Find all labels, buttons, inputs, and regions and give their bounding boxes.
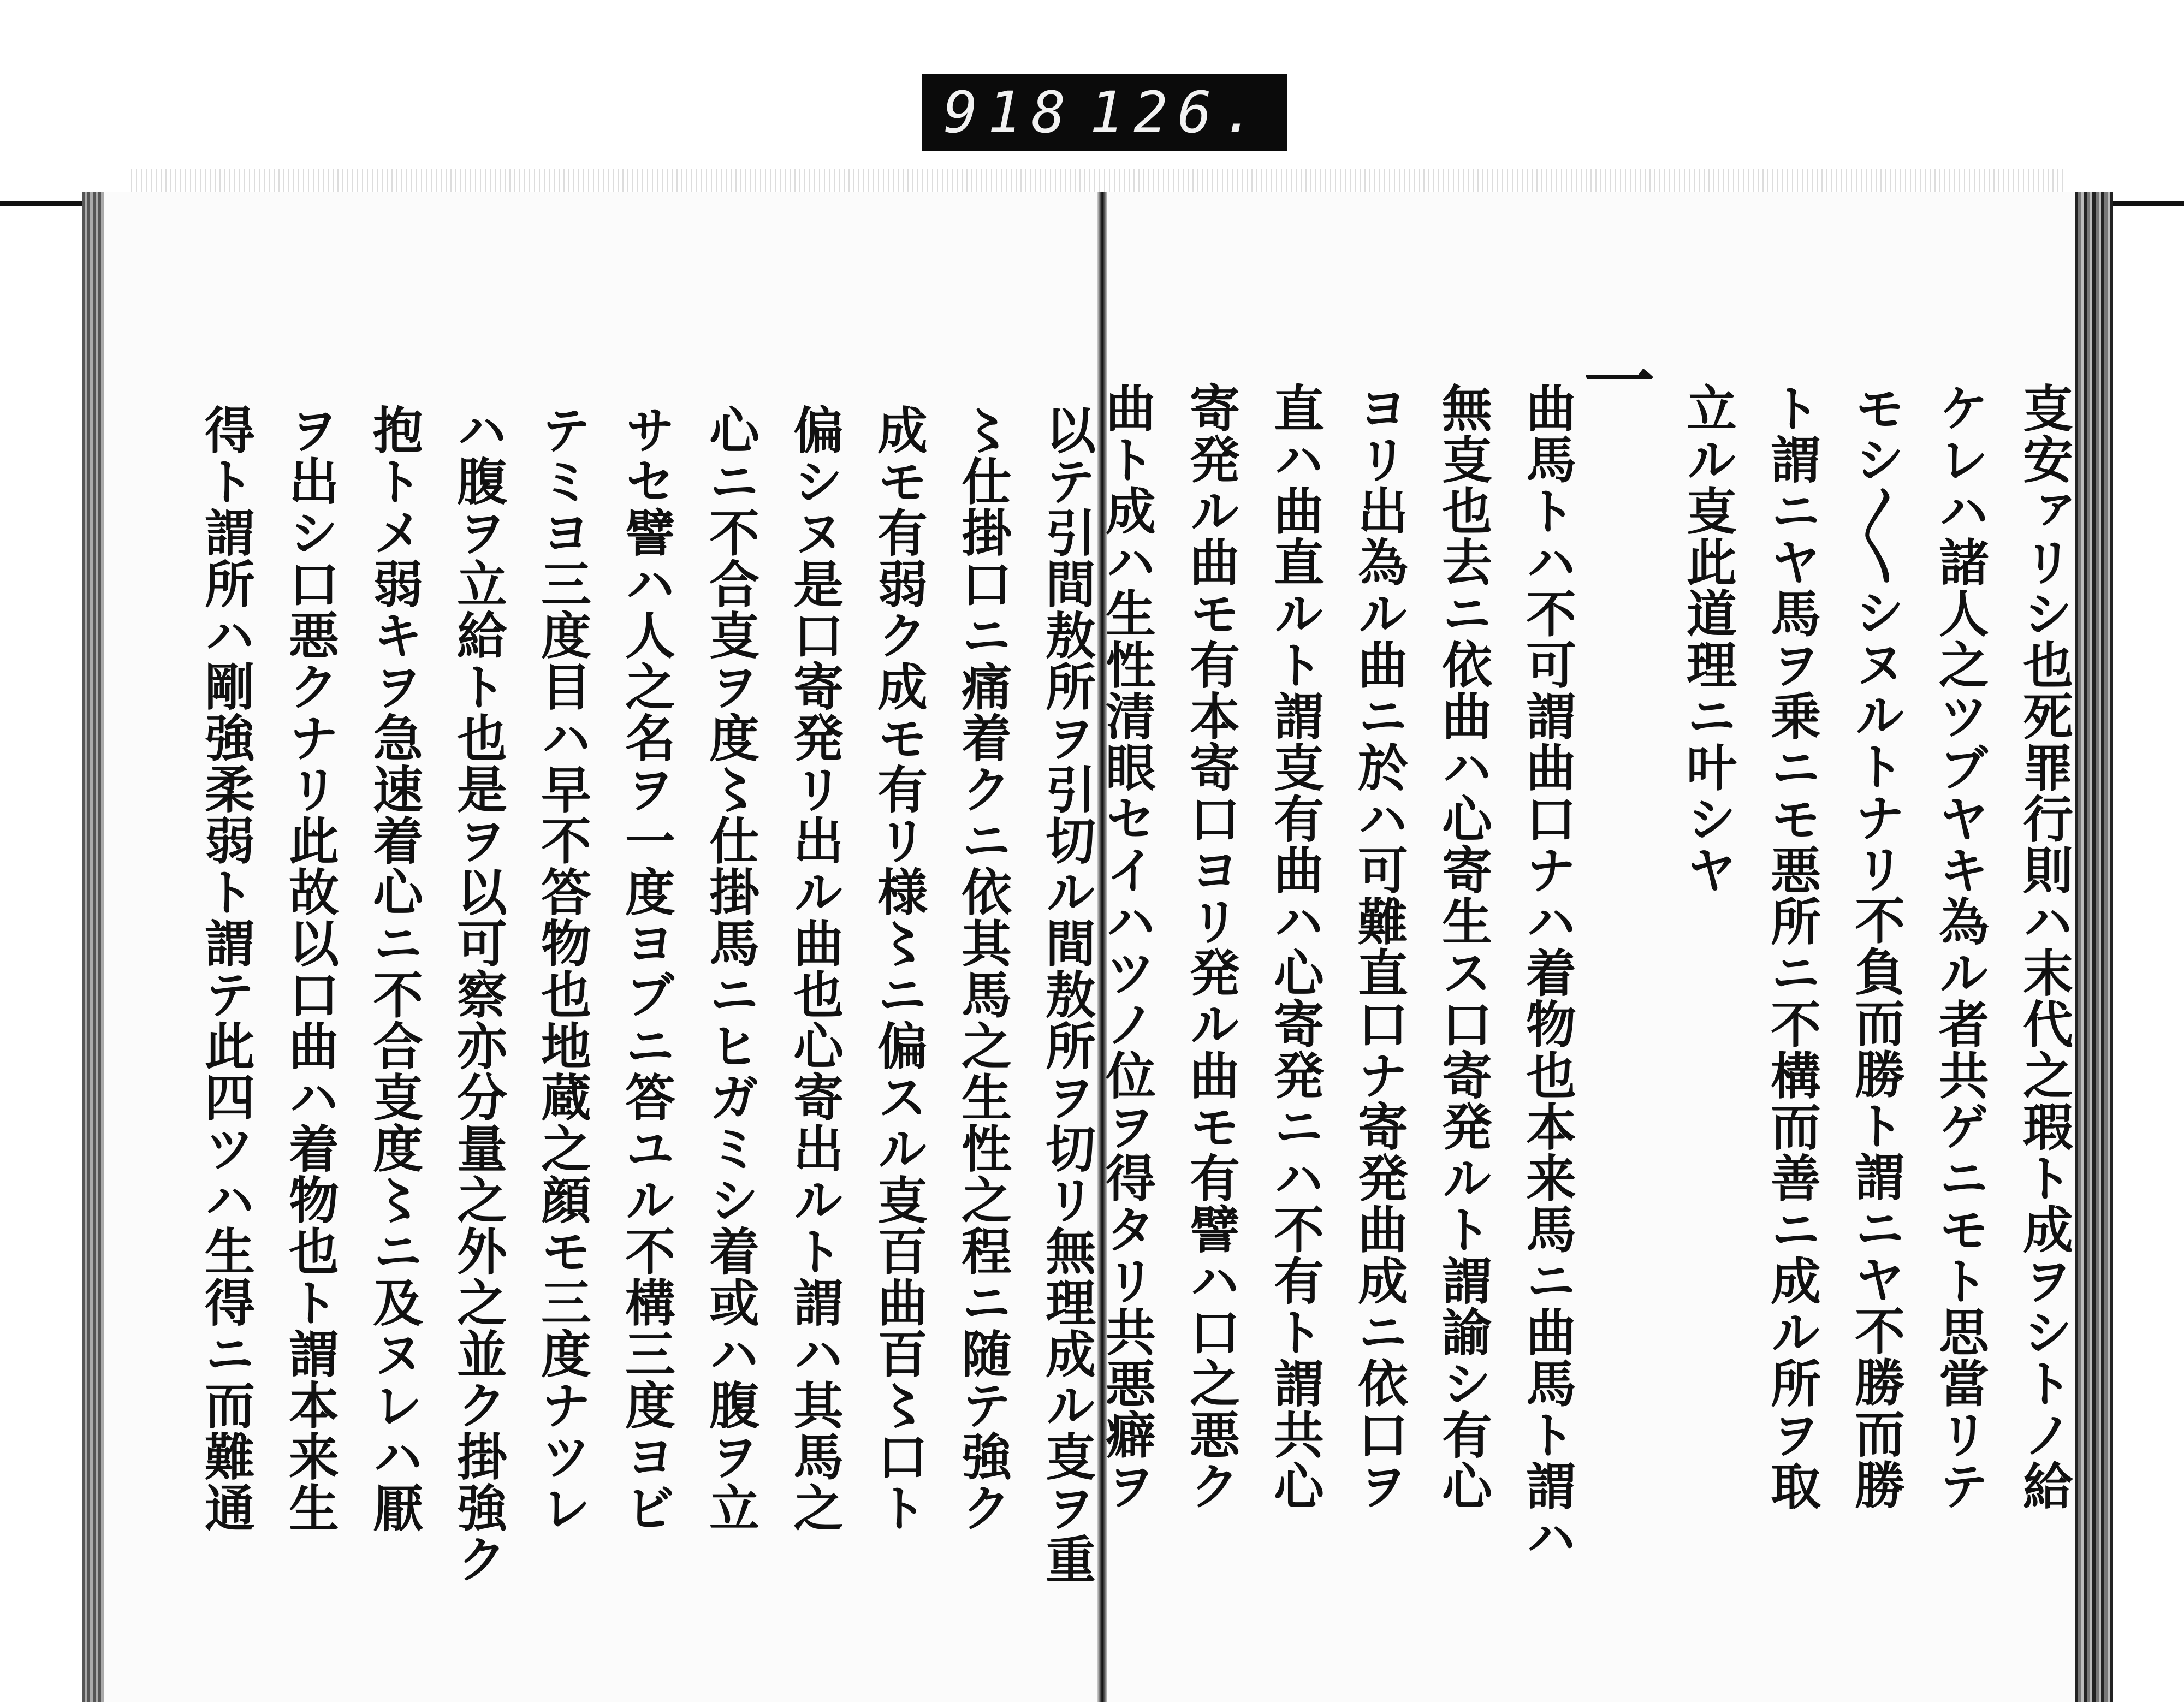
label-right-code: 126. xyxy=(1089,79,1266,146)
left-page-edges xyxy=(82,192,104,1702)
text-column: サセ譬ハ人之名ヲ一度ヨブニ答ユル不構三度ヨビ xyxy=(617,404,676,1533)
text-column: 得ト謂所ハ剛強柔弱ト謂テ此四ツハ生得ニ而難通 xyxy=(197,404,256,1533)
text-column: テミヨ三度目ハ早不答物也地蔵之顔モ三度ナツレ xyxy=(533,404,592,1533)
text-column: 成モ有弱ク成モ有リ様〻ニ偏スル㕝百曲百〻口ト xyxy=(869,404,928,1533)
text-column: 直ハ曲直ルト謂㕝有曲ハ心寄発ニハ不有ト謂共心 xyxy=(1266,382,1325,1511)
text-column: 寄発ル曲モ有本寄口ヨリ発ル曲モ有譬ハ口之悪ク xyxy=(1182,382,1241,1511)
label-left-code: 918 xyxy=(943,79,1076,146)
text-column: 立ル㕝此道理ニ叶シヤ xyxy=(1678,382,1737,896)
text-column: 曲馬トハ不可謂曲口ナハ着物也本来馬ニ曲馬ト謂ハ xyxy=(1518,382,1577,1563)
text-column: 㕝安ァリシ也死罪行則ハ末代之瑕ト成ヲシトノ給 xyxy=(2015,382,2074,1511)
text-column: 心ニ不合㕝ヲ度〻仕掛馬ニヒガミシ着或ハ腹ヲ立 xyxy=(701,404,760,1533)
text-column: 以テ引間敖所ヲ引切ル間敖所ヲ切リ無理成ル㕝ヲ重 xyxy=(1037,404,1096,1585)
text-column: モシ〳〵シヌルトナリ不負而勝ト謂ニヤ不勝而勝 xyxy=(1847,382,1906,1510)
text-column: ヲ出シ口悪クナリ此故以口曲ハ着物也ト謂本来生 xyxy=(281,404,340,1533)
archive-label-plate xyxy=(922,74,1287,151)
text-column: 偏シヌ是口寄発リ出ル曲也心寄出ルト謂ハ其馬之 xyxy=(785,404,844,1533)
text-column: 曲ト成ハ生性清眼セイハツノ位ヲ得タリ共悪癖ヲ xyxy=(1097,382,1156,1511)
text-column: 〻仕掛口ニ痛着クニ依其馬之生性之程ニ随テ強ク xyxy=(953,404,1012,1533)
text-column: ト謂ニヤ馬ヲ乗ニモ悪所ニ不構而善ニ成ル所ヲ取 xyxy=(1762,382,1821,1511)
item-marker: 一 xyxy=(1572,344,1655,416)
right-page-text xyxy=(1097,344,2074,1584)
left-page-text xyxy=(120,404,1096,1605)
text-column: ヨリ出為ル曲ニ於ハ可難直口ナ寄発曲成ニ依口ヲ xyxy=(1350,382,1409,1511)
text-column: ケレハ諸人之ツブヤキ為ル者共ゲニモト思當リテ xyxy=(1931,382,1990,1511)
text-column: 抱トメ弱キヲ急速着心ニ不合㕝度〻ニ及ヌレハ厭 xyxy=(365,404,424,1533)
text-column: ハ腹ヲ立給ト也是ヲ以可察亦分量之外之並ク掛強ク xyxy=(449,404,508,1585)
text-column: 無㕝也去ニ依曲ハ心寄生ス口寄発ルト謂諭シ有心 xyxy=(1434,382,1493,1511)
right-page-edges xyxy=(2075,192,2113,1702)
